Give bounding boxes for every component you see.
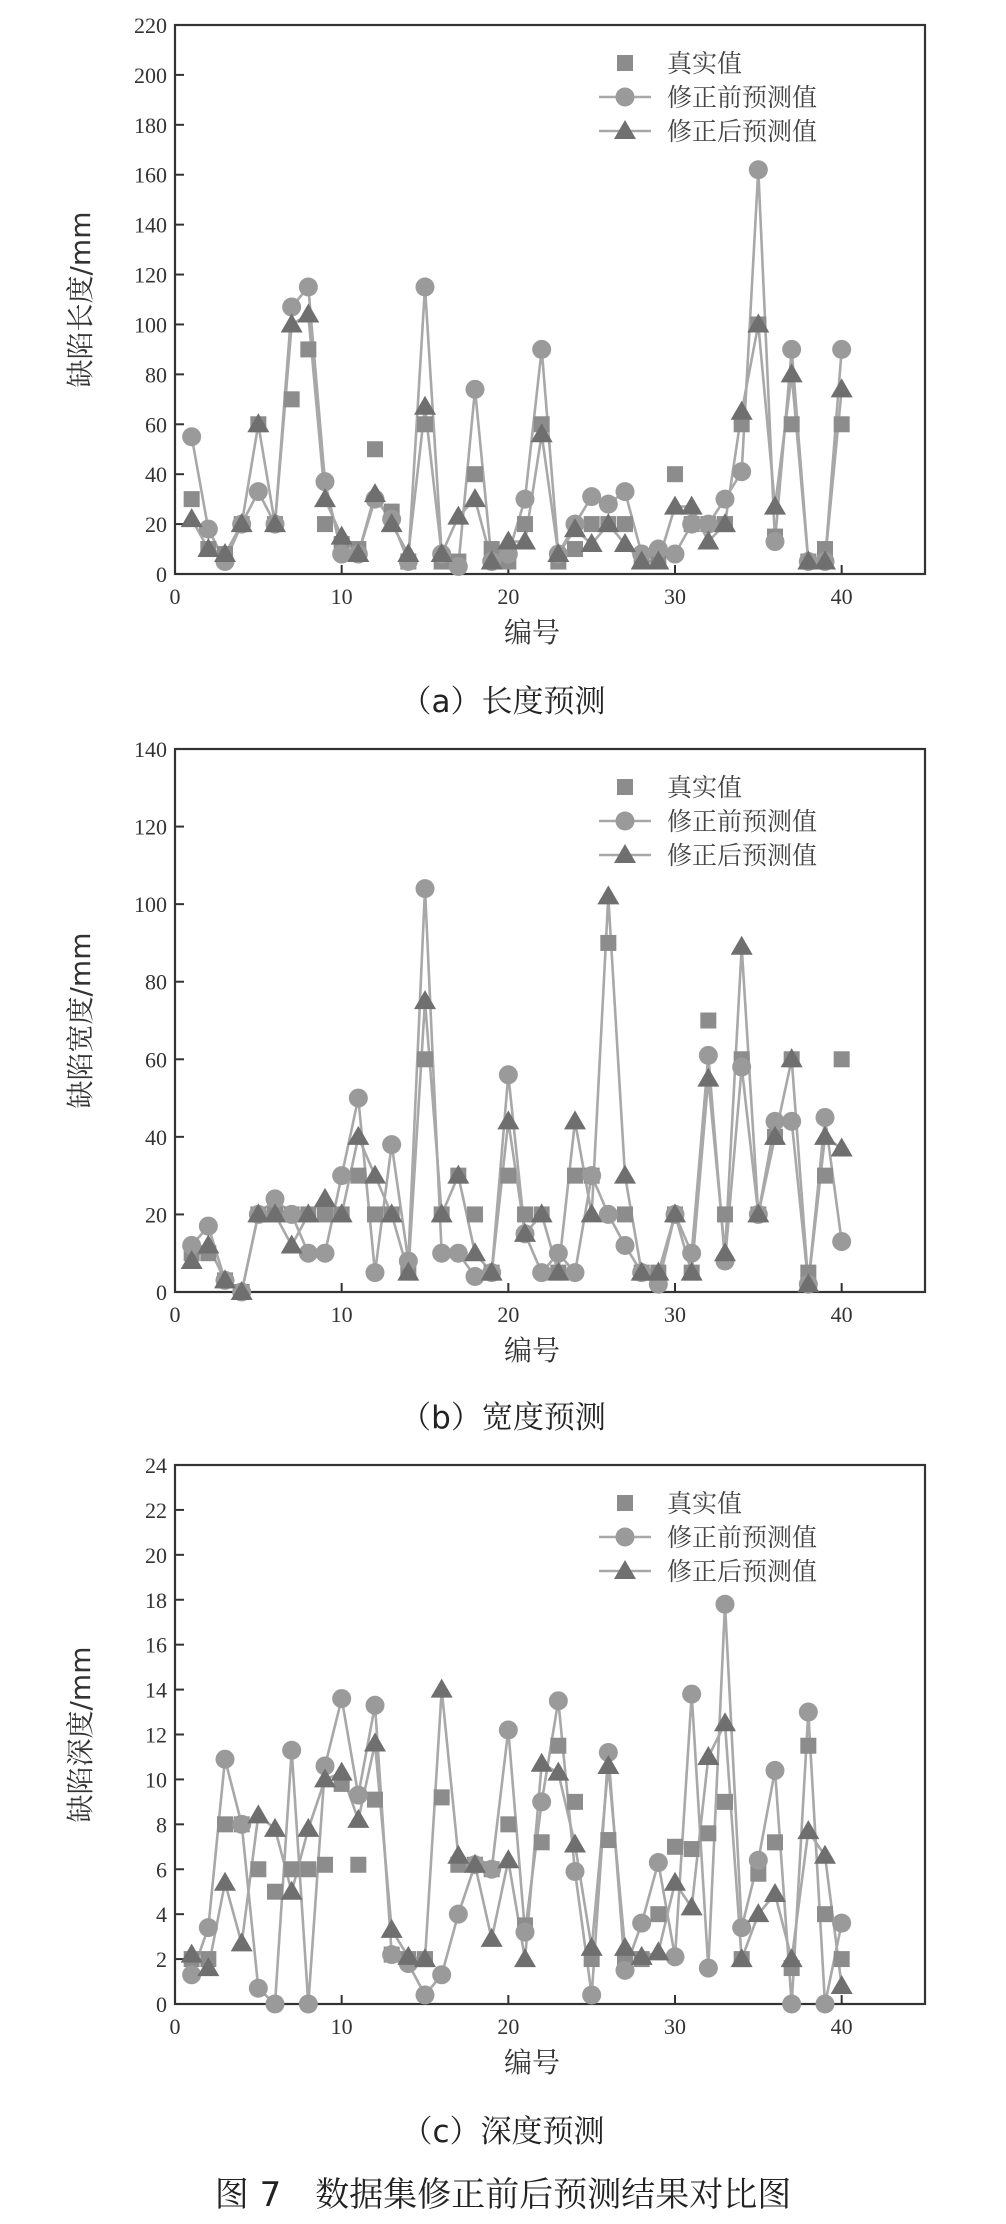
- y-tick-label: 14: [145, 1677, 167, 1703]
- legend-label-after-correction: 修正后预测值: [667, 841, 818, 870]
- y-tick-label: 40: [145, 1124, 167, 1150]
- true-value-marker: [467, 1206, 483, 1222]
- y-axis-title: 缺陷长度/mm: [64, 211, 97, 388]
- true-value-marker: [600, 1832, 616, 1848]
- before-correction-marker: [299, 1995, 318, 2014]
- true-value-marker: [700, 1825, 716, 1841]
- y-tick-label: 8: [156, 1812, 167, 1838]
- true-value-marker: [467, 466, 483, 482]
- before-correction-marker: [499, 1721, 518, 1740]
- y-tick-label: 80: [145, 362, 167, 388]
- after-correction-marker: [214, 1872, 236, 1891]
- y-tick-label: 4: [156, 1902, 167, 1928]
- y-tick-label: 100: [134, 312, 167, 338]
- true-value-marker: [317, 1857, 333, 1873]
- before-correction-marker: [716, 1595, 735, 1614]
- before-correction-marker: [432, 1965, 451, 1984]
- y-tick-label: 0: [156, 1992, 167, 2017]
- true-value-marker: [567, 1168, 583, 1184]
- y-tick-label: 80: [145, 969, 167, 995]
- true-value-marker: [300, 1861, 316, 1877]
- x-tick-label: 30: [664, 584, 686, 609]
- y-tick-label: 12: [145, 1722, 167, 1748]
- before-correction-marker: [549, 1244, 568, 1263]
- y-tick-label: 20: [145, 1542, 167, 1568]
- before-correction-marker: [766, 1761, 785, 1780]
- before-correction-marker: [832, 1232, 851, 1251]
- after-correction-marker: [714, 1242, 736, 1261]
- before-correction-marker: [416, 278, 435, 297]
- true-value-marker: [617, 516, 633, 532]
- after-correction-marker: [231, 1932, 253, 1951]
- after-correction-marker: [297, 1818, 319, 1837]
- y-tick-label: 2: [156, 1947, 167, 1973]
- true-value-marker: [184, 491, 200, 507]
- true-value-marker: [584, 516, 600, 532]
- y-tick-label: 140: [134, 737, 167, 762]
- y-tick-label: 10: [145, 1767, 167, 1793]
- x-tick-label: 20: [497, 584, 520, 609]
- legend-label-before-correction: 修正前预测值: [667, 807, 818, 836]
- before-correction-marker: [582, 487, 601, 506]
- true-value-marker: [684, 1841, 700, 1857]
- true-value-marker: [717, 1206, 733, 1222]
- true-value-marker: [250, 1861, 266, 1877]
- before-correction-marker: [416, 879, 435, 898]
- after-correction-marker: [381, 1919, 403, 1938]
- before-correction-marker: [682, 515, 701, 534]
- before-correction-marker: [816, 1108, 835, 1127]
- true-value-marker: [267, 1884, 283, 1900]
- y-tick-label: 16: [145, 1632, 167, 1658]
- x-axis-title: 编号: [503, 616, 561, 649]
- legend-marker-after-correction: [614, 1560, 636, 1579]
- x-tick-label: 0: [169, 2014, 181, 2039]
- y-tick-label: 18: [145, 1587, 167, 1613]
- before-correction-marker: [232, 1815, 251, 1834]
- after-correction-marker: [364, 483, 386, 502]
- after-correction-marker: [181, 508, 203, 527]
- true-value-marker: [417, 1051, 433, 1067]
- before-correction-marker: [199, 520, 218, 539]
- before-correction-marker: [299, 278, 318, 297]
- after-correction-marker: [281, 313, 303, 332]
- x-tick-label: 10: [330, 1302, 353, 1327]
- x-tick-label: 30: [664, 2014, 686, 2039]
- before-correction-marker: [616, 1236, 635, 1255]
- before-correction-marker: [799, 1703, 818, 1722]
- after-correction-marker: [597, 885, 619, 904]
- y-tick-label: 60: [145, 1047, 167, 1073]
- y-tick-label: 220: [134, 13, 167, 38]
- x-tick-label: 10: [330, 2014, 353, 2039]
- before-correction-marker: [216, 1750, 235, 1769]
- figure-caption: 图 7 数据集修正前后预测结果对比图: [214, 2175, 792, 2215]
- legend-marker-true-value: [617, 779, 633, 795]
- before-correction-marker: [432, 1244, 451, 1263]
- before-correction-marker: [666, 545, 685, 564]
- legend-marker-before-correction: [616, 812, 635, 831]
- true-value-marker: [617, 1206, 633, 1222]
- y-tick-label: 20: [145, 1202, 167, 1228]
- before-correction-marker: [382, 1945, 401, 1964]
- x-axis-title: 编号: [503, 2046, 561, 2079]
- before-correction-marker: [832, 1914, 851, 1933]
- after-correction-marker: [347, 1809, 369, 1828]
- legend-marker-true-value: [617, 1495, 633, 1511]
- y-tick-label: 160: [134, 162, 167, 188]
- y-tick-label: 100: [134, 892, 167, 918]
- after-correction-marker: [247, 1804, 269, 1823]
- legend-marker-after-correction: [614, 120, 636, 139]
- y-tick-label: 40: [145, 462, 167, 488]
- after-correction-marker: [831, 378, 853, 397]
- legend-label-true-value: 真实值: [667, 1489, 743, 1518]
- after-correction-marker: [781, 1948, 803, 1967]
- before-correction-marker: [732, 1058, 751, 1077]
- before-correction-marker: [532, 1792, 551, 1811]
- before-correction-marker: [349, 1786, 368, 1805]
- after-correction-marker: [664, 1872, 686, 1891]
- after-correction-marker: [814, 1126, 836, 1145]
- legend-label-before-correction: 修正前预测值: [667, 83, 818, 112]
- after-correction-marker: [697, 1068, 719, 1087]
- before-correction-marker: [282, 1741, 301, 1760]
- true-value-marker: [784, 416, 800, 432]
- true-value-marker: [217, 1816, 233, 1832]
- before-correction-marker: [716, 490, 735, 509]
- true-value-marker: [284, 1861, 300, 1877]
- before-correction-marker: [782, 340, 801, 359]
- before-correction-marker: [416, 1986, 435, 2005]
- before-correction-marker: [516, 1923, 535, 1942]
- before-correction-marker: [466, 380, 485, 399]
- legend-marker-true-value: [617, 55, 633, 71]
- before-correction-marker: [632, 1914, 651, 1933]
- y-tick-label: 200: [134, 62, 167, 88]
- after-correction-marker: [514, 531, 536, 550]
- x-tick-label: 10: [330, 584, 353, 609]
- true-value-marker: [317, 516, 333, 532]
- panel-caption: （b）宽度预测: [400, 1400, 606, 1436]
- after-correction-marker: [431, 1679, 453, 1698]
- true-value-marker: [534, 1834, 550, 1850]
- y-tick-label: 20: [145, 512, 167, 538]
- true-value-marker: [434, 1789, 450, 1805]
- true-value-marker: [350, 1857, 366, 1873]
- before-correction-marker: [249, 1979, 268, 1998]
- legend-label-true-value: 真实值: [667, 49, 743, 78]
- true-value-marker: [817, 1168, 833, 1184]
- length-chart: [64, 13, 925, 720]
- true-value-marker: [317, 1206, 333, 1222]
- y-axis-title: 缺陷深度/mm: [64, 1646, 97, 1823]
- true-value-marker: [667, 1839, 683, 1855]
- x-tick-label: 20: [497, 1302, 520, 1327]
- y-tick-label: 0: [156, 562, 167, 587]
- true-value-marker: [834, 1951, 850, 1967]
- after-correction-marker: [731, 401, 753, 420]
- before-correction-marker: [666, 1947, 685, 1966]
- before-correction-marker: [616, 482, 635, 501]
- after-correction-marker: [414, 990, 436, 1009]
- true-value-marker: [500, 1816, 516, 1832]
- before-correction-marker: [466, 1267, 485, 1286]
- legend-label-true-value: 真实值: [667, 773, 743, 802]
- after-correction-marker: [314, 488, 336, 507]
- x-tick-label: 40: [830, 584, 853, 609]
- before-correction-marker: [766, 532, 785, 551]
- x-tick-label: 40: [830, 1302, 853, 1327]
- after-correction-marker: [831, 1137, 853, 1156]
- true-value-marker: [667, 466, 683, 482]
- y-tick-label: 120: [134, 262, 167, 288]
- before-correction-marker: [566, 1862, 585, 1881]
- panel-caption: （a）长度预测: [400, 684, 606, 720]
- after-correction-marker: [714, 1712, 736, 1731]
- true-value-marker: [767, 1834, 783, 1850]
- before-correction-line: [192, 1604, 842, 2004]
- before-correction-marker: [749, 160, 768, 179]
- after-correction-marker: [681, 1896, 703, 1915]
- before-correction-marker: [816, 1995, 835, 2014]
- true-value-marker: [567, 541, 583, 557]
- after-correction-marker: [514, 1948, 536, 1967]
- before-correction-marker: [549, 1691, 568, 1710]
- x-tick-label: 20: [497, 2014, 520, 2039]
- after-correction-marker: [781, 363, 803, 382]
- before-correction-marker: [182, 427, 201, 446]
- after-correction-marker: [681, 496, 703, 515]
- y-tick-label: 0: [156, 1280, 167, 1305]
- x-tick-label: 40: [830, 2014, 853, 2039]
- legend-marker-before-correction: [616, 1528, 635, 1547]
- true-value-marker: [650, 1906, 666, 1922]
- legend-label-before-correction: 修正前预测值: [667, 1523, 818, 1552]
- before-correction-marker: [832, 340, 851, 359]
- y-tick-label: 120: [134, 814, 167, 840]
- y-tick-label: 180: [134, 112, 167, 138]
- after-correction-marker: [481, 1928, 503, 1947]
- true-value-marker: [834, 416, 850, 432]
- before-correction-marker: [349, 1089, 368, 1108]
- after-correction-marker: [497, 1110, 519, 1129]
- legend-label-after-correction: 修正后预测值: [667, 1557, 818, 1586]
- true-value-marker: [800, 1738, 816, 1754]
- width-chart: [64, 737, 925, 1436]
- after-correction-marker: [831, 1975, 853, 1994]
- before-correction-marker: [266, 1995, 285, 2014]
- y-tick-label: 24: [145, 1453, 167, 1478]
- before-correction-marker: [532, 340, 551, 359]
- after-correction-marker: [314, 1188, 336, 1207]
- before-correction-marker: [649, 1853, 668, 1872]
- panel-caption: （c）深度预测: [401, 2114, 605, 2150]
- before-correction-marker: [332, 1689, 351, 1708]
- true-value-marker: [417, 416, 433, 432]
- x-tick-label: 0: [169, 1302, 181, 1327]
- true-value-marker: [367, 1206, 383, 1222]
- true-value-marker: [700, 1013, 716, 1029]
- true-value-marker: [284, 391, 300, 407]
- true-value-marker: [367, 1792, 383, 1808]
- before-correction-marker: [582, 1166, 601, 1185]
- true-value-marker: [517, 1206, 533, 1222]
- before-correction-marker: [249, 482, 268, 501]
- before-correction-marker: [482, 1860, 501, 1879]
- before-correction-marker: [366, 1263, 385, 1282]
- before-correction-marker: [332, 1166, 351, 1185]
- before-correction-marker: [449, 557, 468, 576]
- after-correction-marker: [731, 936, 753, 955]
- before-correction-marker: [199, 1217, 218, 1236]
- true-value-marker: [600, 935, 616, 951]
- after-correction-marker: [397, 543, 419, 562]
- y-tick-label: 60: [145, 412, 167, 438]
- before-correction-marker: [316, 1244, 335, 1263]
- after-correction-marker: [464, 488, 486, 507]
- y-axis-title: 缺陷宽度/mm: [64, 932, 97, 1109]
- true-value-marker: [300, 341, 316, 357]
- after-correction-marker: [764, 496, 786, 515]
- legend-label-after-correction: 修正后预测值: [667, 117, 818, 146]
- y-tick-label: 6: [156, 1857, 167, 1883]
- before-correction-marker: [699, 1046, 718, 1065]
- x-tick-label: 0: [169, 584, 181, 609]
- before-correction-marker: [199, 1918, 218, 1937]
- y-tick-label: 22: [145, 1497, 167, 1523]
- true-value-marker: [500, 1168, 516, 1184]
- true-value-marker: [350, 1168, 366, 1184]
- true-value-marker: [517, 516, 533, 532]
- legend-marker-after-correction: [614, 844, 636, 863]
- before-correction-marker: [782, 1995, 801, 2014]
- before-correction-marker: [699, 1959, 718, 1978]
- true-value-marker: [834, 1051, 850, 1067]
- before-correction-marker: [382, 1135, 401, 1154]
- after-correction-marker: [614, 1165, 636, 1184]
- before-correction-marker: [516, 490, 535, 509]
- after-correction-marker: [447, 1845, 469, 1864]
- after-correction-marker: [364, 1165, 386, 1184]
- before-correction-marker: [682, 1244, 701, 1263]
- legend-marker-before-correction: [616, 88, 635, 107]
- before-correction-marker: [682, 1685, 701, 1704]
- y-tick-label: 140: [134, 212, 167, 238]
- true-value-marker: [817, 1906, 833, 1922]
- true-value-marker: [367, 441, 383, 457]
- after-correction-marker: [564, 1834, 586, 1853]
- after-correction-marker: [497, 1849, 519, 1868]
- before-correction-marker: [366, 1696, 385, 1715]
- before-correction-marker: [582, 1986, 601, 2005]
- before-correction-marker: [599, 495, 618, 514]
- true-value-marker: [567, 1794, 583, 1810]
- before-correction-marker: [449, 1905, 468, 1924]
- after-correction-marker: [697, 1746, 719, 1765]
- before-correction-marker: [782, 1112, 801, 1131]
- after-correction-marker: [331, 526, 353, 545]
- before-correction-marker: [749, 1851, 768, 1870]
- after-correction-marker: [647, 1941, 669, 1960]
- x-axis-title: 编号: [503, 1334, 561, 1367]
- after-correction-marker: [564, 1110, 586, 1129]
- true-value-marker: [550, 1738, 566, 1754]
- after-correction-marker: [281, 1234, 303, 1253]
- true-value-marker: [717, 1794, 733, 1810]
- before-correction-marker: [732, 462, 751, 481]
- depth-chart: [64, 1453, 925, 2150]
- before-correction-marker: [499, 1065, 518, 1084]
- x-tick-label: 30: [664, 1302, 686, 1327]
